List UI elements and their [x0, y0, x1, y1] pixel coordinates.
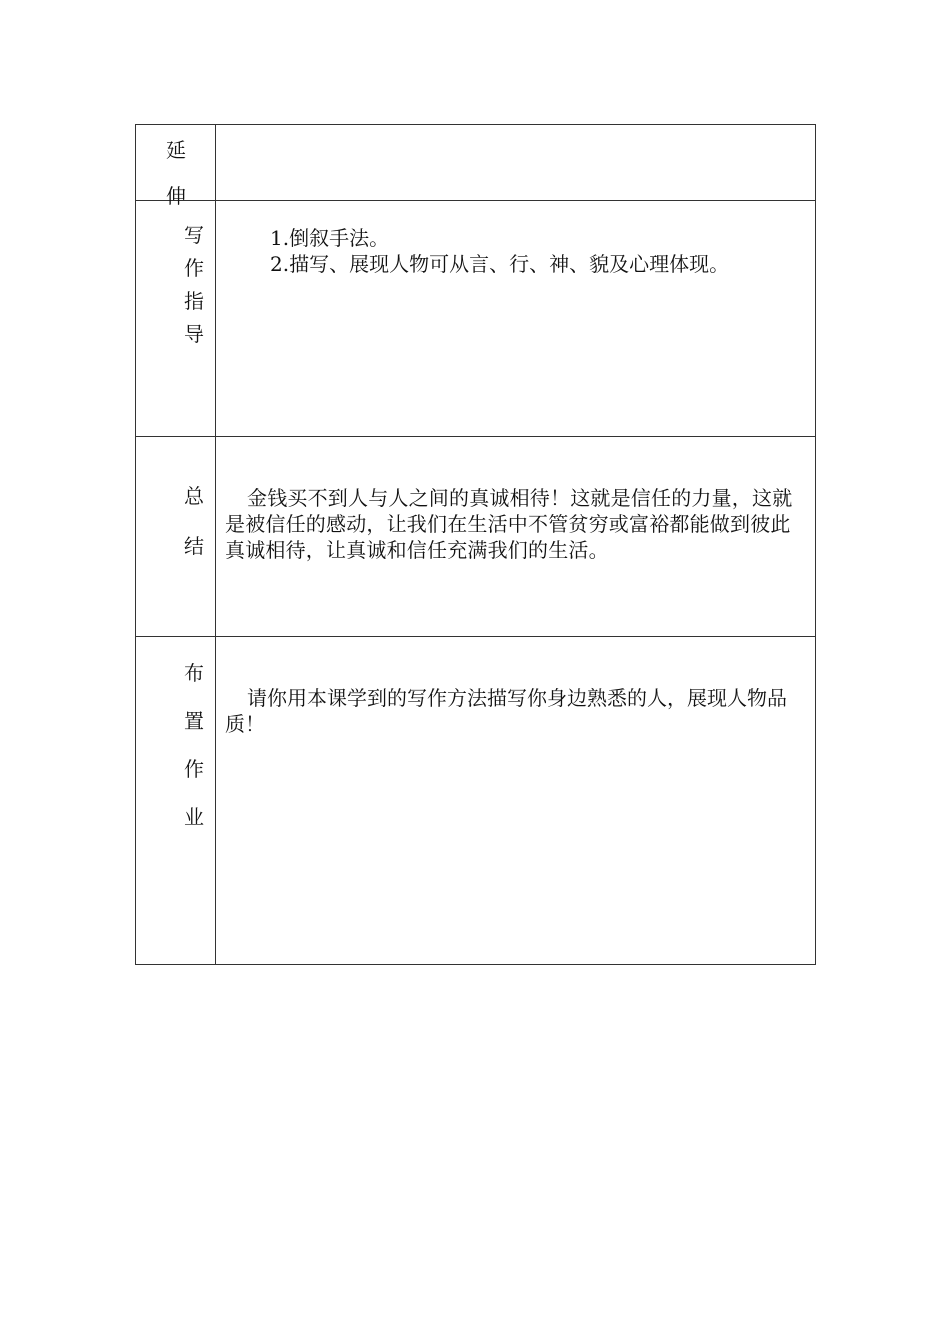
- guidance-item-2: 2.描写、展现人物可从言、行、神、貌及心理体现。: [270, 252, 730, 276]
- table-row-writing-guidance: [136, 201, 816, 437]
- label-char: 置: [184, 709, 204, 733]
- table-row-homework: [136, 637, 816, 965]
- row-label-summary: [136, 437, 216, 637]
- homework-paragraph: 请你用本课学到的写作方法描写你身边熟悉的人，展现人物品质！: [225, 686, 787, 736]
- row-label-extension: [136, 125, 216, 208]
- guidance-item-1: 1.倒叙手法。: [270, 226, 390, 250]
- label-char: 延: [166, 138, 186, 162]
- table-row-summary: [136, 437, 816, 637]
- label-char: 导: [184, 322, 204, 346]
- label-char: 写: [184, 223, 204, 247]
- table-row-extension: [136, 125, 816, 201]
- label-char: 总: [184, 484, 204, 508]
- lesson-plan-table: [135, 124, 816, 965]
- row-label-homework: [136, 637, 216, 965]
- label-char: 业: [184, 805, 204, 829]
- label-char: 作: [184, 757, 204, 781]
- label-char: 结: [184, 534, 204, 558]
- row-content-writing-guidance: [216, 201, 816, 437]
- row-label-writing-guidance: [136, 201, 216, 437]
- row-content-homework: [216, 637, 816, 965]
- row-content-extension: [216, 125, 816, 201]
- row-content-summary: [216, 437, 816, 637]
- label-char: 布: [184, 661, 204, 685]
- label-char: 作: [184, 256, 204, 280]
- summary-paragraph: 金钱买不到人与人之间的真诚相待！这就是信任的力量，这就是被信任的感动，让我们在生活中不管贫穷或富裕都能做到彼此真诚相待，让真诚和信任充满我们的生活。: [225, 486, 793, 562]
- label-char: 伸: [166, 184, 186, 208]
- label-char: 指: [184, 289, 204, 313]
